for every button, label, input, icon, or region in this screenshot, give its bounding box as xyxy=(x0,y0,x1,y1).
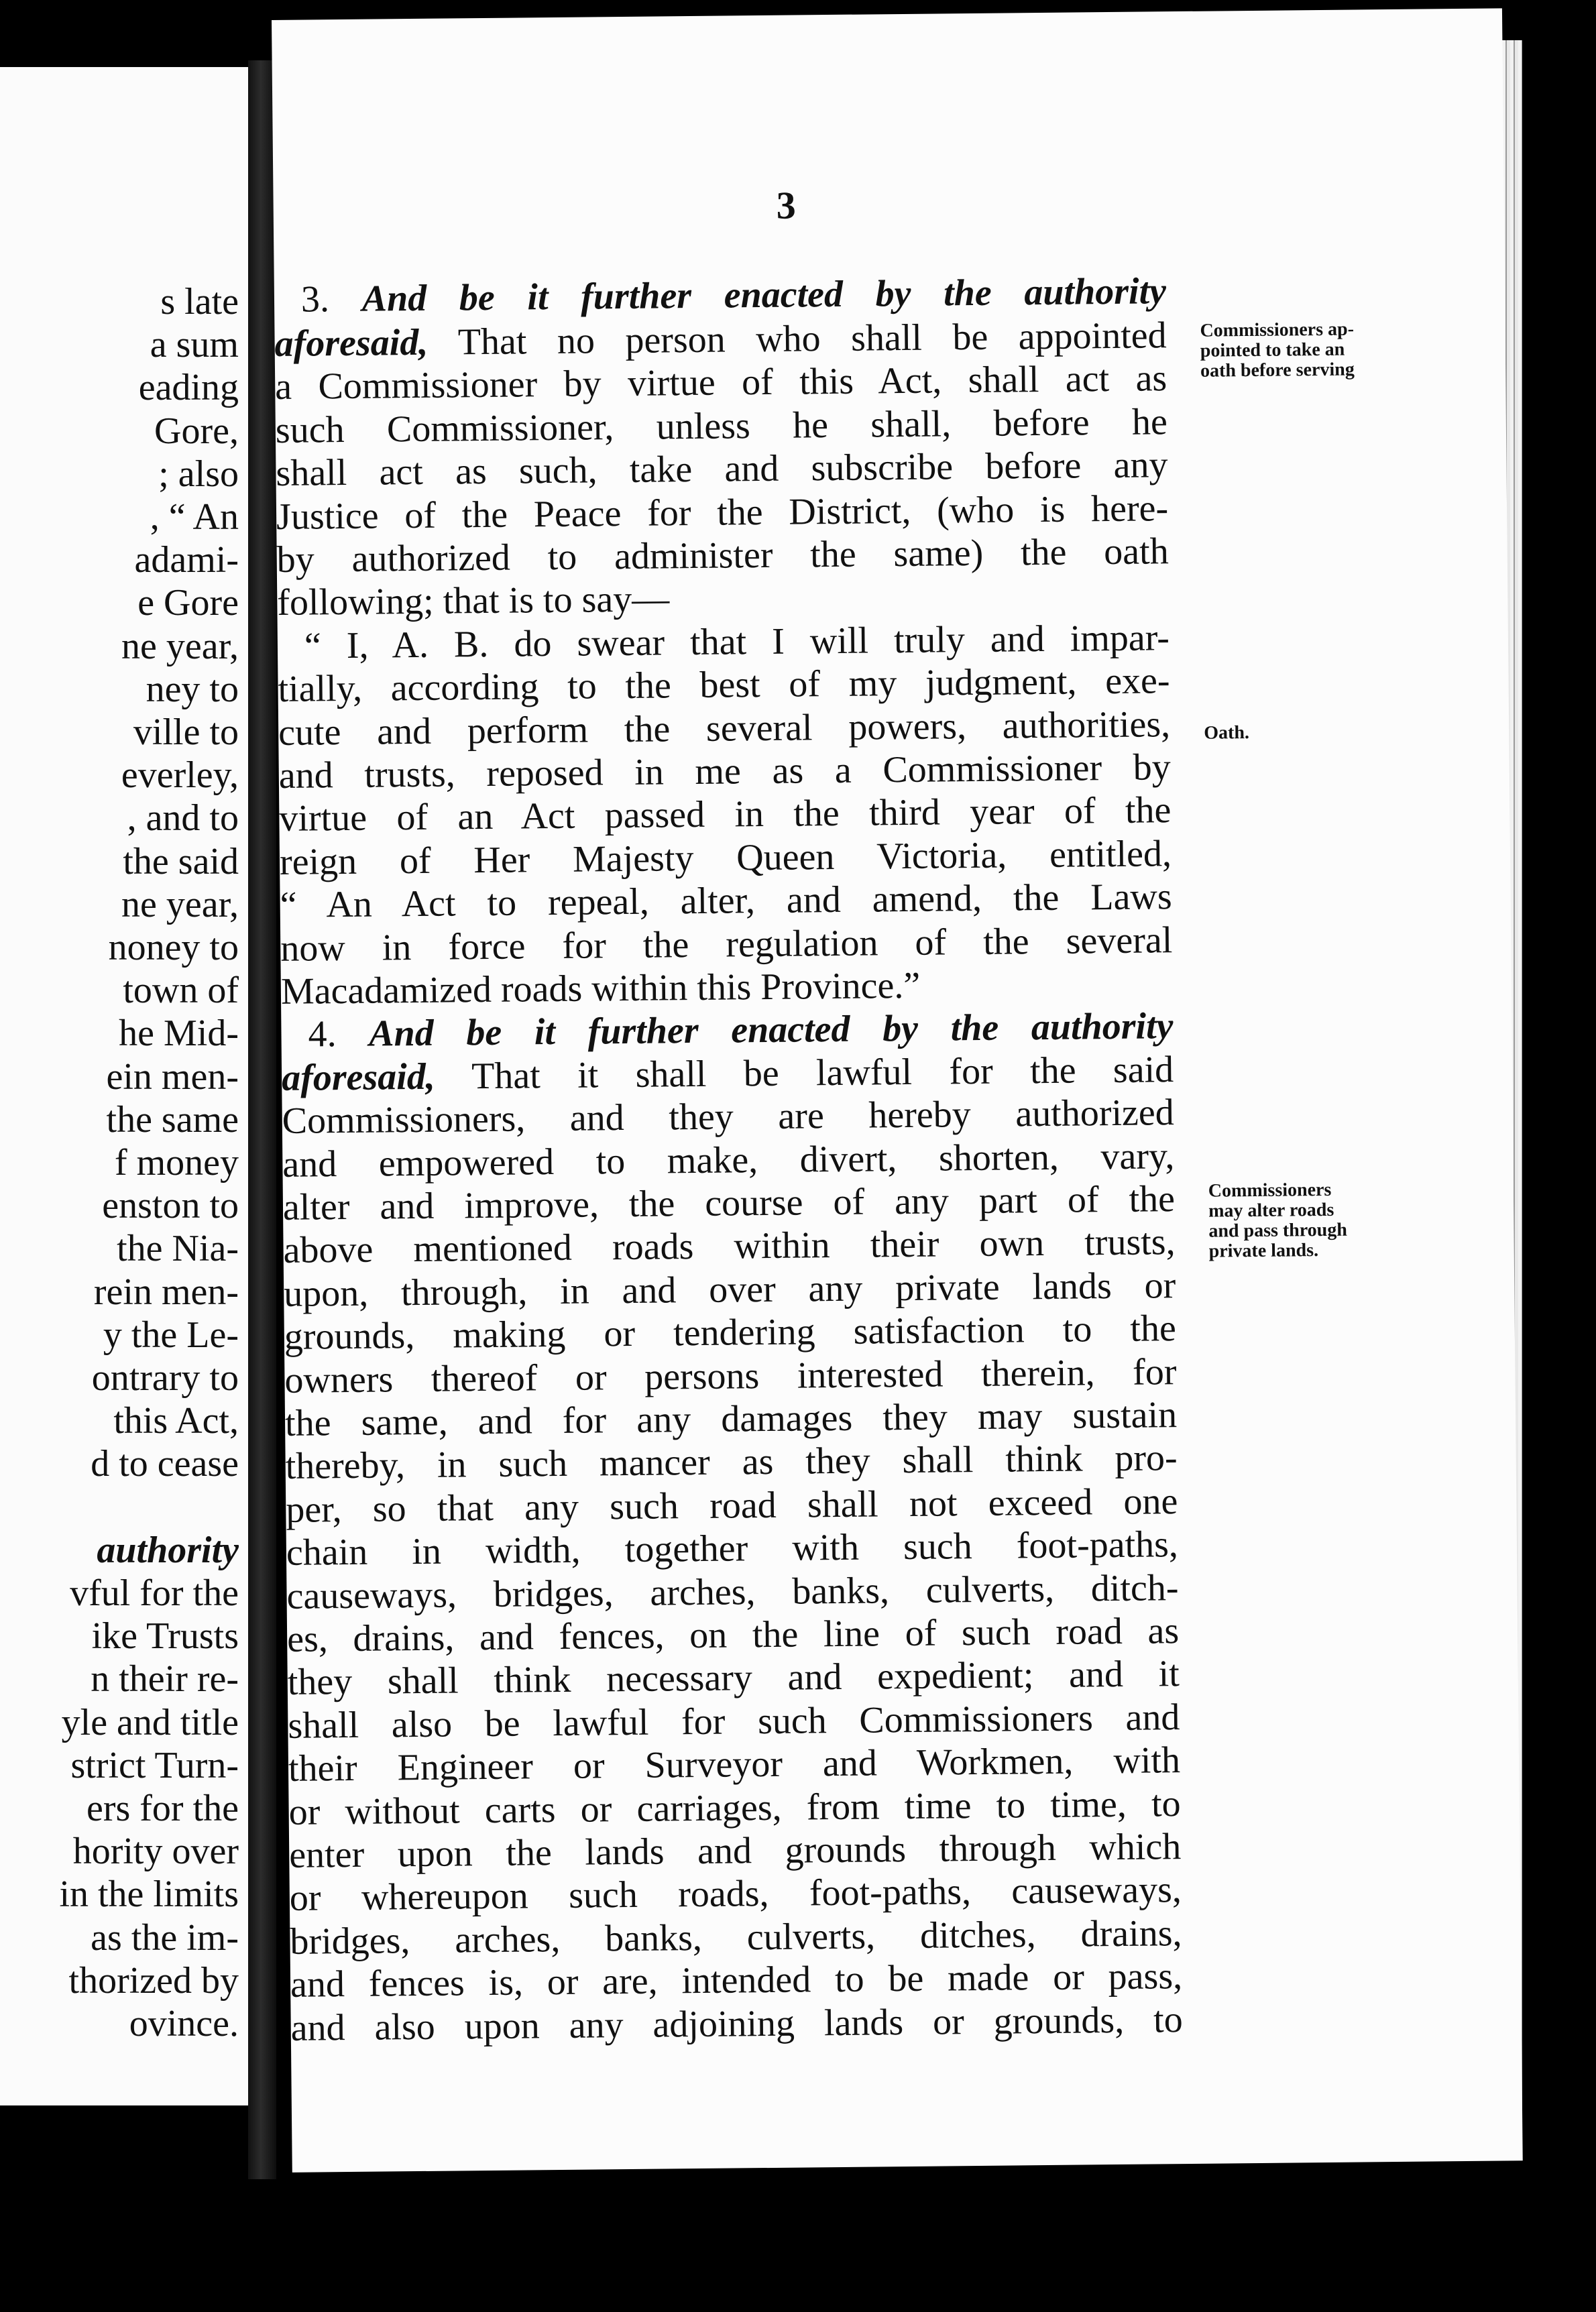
previous-page-line: the same xyxy=(106,1098,239,1141)
previous-page-line: eading xyxy=(138,367,239,409)
oath-line: “ An Act to repeal, alter, and amend, the Laws xyxy=(280,876,1172,927)
margin-note-line: Commissioners ap- xyxy=(1200,319,1355,341)
main-page xyxy=(272,8,1523,2172)
section-4-line: Commissioners, and they are hereby authorized xyxy=(282,1092,1174,1143)
previous-page-line: adami- xyxy=(134,539,239,581)
section-4-line: they shall think necessary and expedient; and it xyxy=(287,1653,1180,1704)
previous-page-line: the Nia- xyxy=(117,1228,239,1270)
section-3-text: That no person who shall be appointed xyxy=(457,314,1167,363)
previous-page-line: ; also xyxy=(158,453,239,495)
section-4-line: and fences is, or are, intended to be made or pass, xyxy=(290,1955,1183,2006)
previous-page-line: enston to xyxy=(102,1185,239,1227)
section-4-line: their Engineer or Surveyor and Workmen, with xyxy=(288,1739,1181,1790)
page-number: 3 xyxy=(776,183,796,227)
oath-line: virtue of an Act passed in the third year of the xyxy=(279,789,1172,840)
margin-note-alter-roads xyxy=(1208,1179,1430,1262)
oath-line: cute and perform the several powers, authorities, xyxy=(278,703,1171,754)
section-3-number: 3. xyxy=(300,278,330,321)
section-4-line: above mentioned roads within their own trusts, xyxy=(283,1221,1176,1272)
previous-page-line: a sum xyxy=(150,324,239,366)
previous-page-line: ers for the xyxy=(86,1788,239,1829)
previous-page-line: in the limits xyxy=(59,1873,239,1916)
oath-line: “ I, A. B. do swear that I will truly and impar- xyxy=(304,616,1170,667)
oath-line: reign of Her Majesty Queen Victoria, entitled, xyxy=(279,832,1172,883)
section-3-line: a Commissioner by virtue of this Act, shall act as xyxy=(274,357,1167,408)
oath-line: Macadamized roads within this Province.” xyxy=(280,964,921,1013)
previous-page-line: authority xyxy=(97,1529,239,1571)
previous-page-line: ontrary to xyxy=(91,1357,239,1399)
section-4-text: That it shall be lawful for the said xyxy=(471,1048,1174,1098)
section-3-line: shall act as such, take and subscribe before any xyxy=(276,444,1168,495)
previous-page-line: as the im- xyxy=(91,1916,239,1959)
previous-page-line: e Gore xyxy=(137,582,239,624)
margin-note-line: Oath. xyxy=(1204,722,1250,744)
section-3-heading xyxy=(301,270,1167,321)
margin-note-oath xyxy=(1204,721,1425,744)
section-4-line: thereby, in such mancer as they shall think pro- xyxy=(285,1437,1178,1488)
section-4-enacting-clause: And be it further enacted by the authority xyxy=(368,1005,1174,1055)
previous-page-line: f money xyxy=(114,1142,239,1183)
oath-line: tially, according to the best of my judgment, exe- xyxy=(278,660,1170,711)
section-4-line xyxy=(282,1048,1174,1100)
margin-note-line: pointed to take an xyxy=(1200,339,1345,361)
section-4-line: chain in width, together with such foot-paths, xyxy=(286,1523,1179,1574)
section-4-line: upon, through, in and over any private lands or xyxy=(283,1264,1176,1315)
previous-page-line: this Act, xyxy=(113,1400,239,1442)
previous-page-line: ein men- xyxy=(106,1055,239,1098)
previous-page-line: everley, xyxy=(121,754,239,797)
section-4-line: the same, and for any damages they may sustain xyxy=(284,1394,1178,1444)
section-3-line: Justice of the Peace for the District, (who is here- xyxy=(276,487,1169,538)
previous-page-line: n their re- xyxy=(91,1658,239,1700)
oath-line: now in force for the regulation of the several xyxy=(280,919,1173,970)
previous-page-line: noney to xyxy=(108,927,239,968)
margin-note-commissioners-oath xyxy=(1200,319,1422,382)
previous-page-line: ike Trusts xyxy=(91,1615,239,1658)
section-3-line: such Commissioner, unless he shall, before he xyxy=(275,401,1168,451)
previous-page-line: strict Turn- xyxy=(70,1744,239,1786)
oath-line: and trusts, reposed in me as a Commissioner by xyxy=(278,746,1172,797)
previous-page-line: s late xyxy=(160,281,239,323)
previous-page-line: ovince. xyxy=(129,2003,239,2044)
margin-note-line: and pass through xyxy=(1208,1219,1348,1242)
section-3-aforesaid: aforesaid, xyxy=(274,321,429,365)
section-4-line: es, drains, and fences, on the line of such road as xyxy=(286,1610,1180,1660)
previous-page-line: ney to xyxy=(146,668,239,710)
margin-note-line: Commissioners xyxy=(1208,1179,1332,1202)
previous-page-line: , “ An xyxy=(150,496,239,538)
section-3-line: by authorized to administer the same) the oath xyxy=(276,530,1169,581)
previous-page-line: the said xyxy=(123,840,239,882)
previous-page-line: yle and title xyxy=(61,1701,239,1743)
section-4-line: and empowered to make, divert, shorten, vary, xyxy=(282,1135,1175,1186)
previous-page-line: vful for the xyxy=(70,1572,239,1614)
margin-note-line: oath before serving xyxy=(1200,359,1355,382)
section-4-aforesaid: aforesaid, xyxy=(281,1055,436,1099)
previous-page-line: y the Le- xyxy=(103,1314,239,1356)
section-4-line: shall also be lawful for such Commissioners and xyxy=(288,1696,1180,1747)
previous-page-line: ville to xyxy=(133,711,239,753)
section-4-line: per, so that any such road shall not exceed one xyxy=(286,1480,1178,1531)
section-4-line: and also upon any adjoining lands or grounds, to xyxy=(290,1998,1183,2049)
previous-page-line: ne year, xyxy=(121,625,239,667)
section-3-enacting-clause: And be it further enacted by the authority xyxy=(361,270,1167,320)
previous-page-line: , and to xyxy=(127,797,239,840)
section-4-line: alter and improve, the course of any part of the xyxy=(282,1178,1176,1228)
previous-page-line: hority over xyxy=(72,1831,239,1873)
section-4-line: enter upon the lands and grounds through which xyxy=(288,1826,1182,1876)
section-3-line xyxy=(274,314,1167,365)
previous-page-line: d to cease xyxy=(91,1443,239,1485)
section-4-heading xyxy=(308,1005,1174,1056)
section-4-line: or without carts or carriages, from time to time, to xyxy=(288,1782,1181,1833)
previous-page-line: rein men- xyxy=(93,1271,239,1313)
margin-note-line: private lands. xyxy=(1208,1240,1319,1262)
section-4-line: grounds, making or tendering satisfaction to the xyxy=(284,1308,1177,1359)
book-spine xyxy=(248,60,276,2179)
section-4-line: causeways, bridges, arches, banks, culverts, ditch- xyxy=(286,1566,1179,1617)
margin-note-line: may alter roads xyxy=(1208,1199,1334,1222)
previous-page-line: Gore, xyxy=(154,410,239,452)
section-4-line: bridges, arches, banks, culverts, ditches, drains, xyxy=(290,1912,1182,1963)
section-4-line: or whereupon such roads, foot-paths, causeways, xyxy=(289,1869,1182,1920)
previous-page-line: thorized by xyxy=(68,1959,239,2002)
previous-page-line: town of xyxy=(123,970,239,1012)
previous-page-fragment xyxy=(0,67,248,2105)
section-4-line: owners thereof or persons interested therein, for xyxy=(284,1350,1177,1401)
previous-page-line: ne year, xyxy=(121,883,239,925)
section-3-line: following; that is to say— xyxy=(277,578,670,624)
previous-page-line: he Mid- xyxy=(119,1013,239,1055)
section-4-number: 4. xyxy=(308,1013,337,1055)
